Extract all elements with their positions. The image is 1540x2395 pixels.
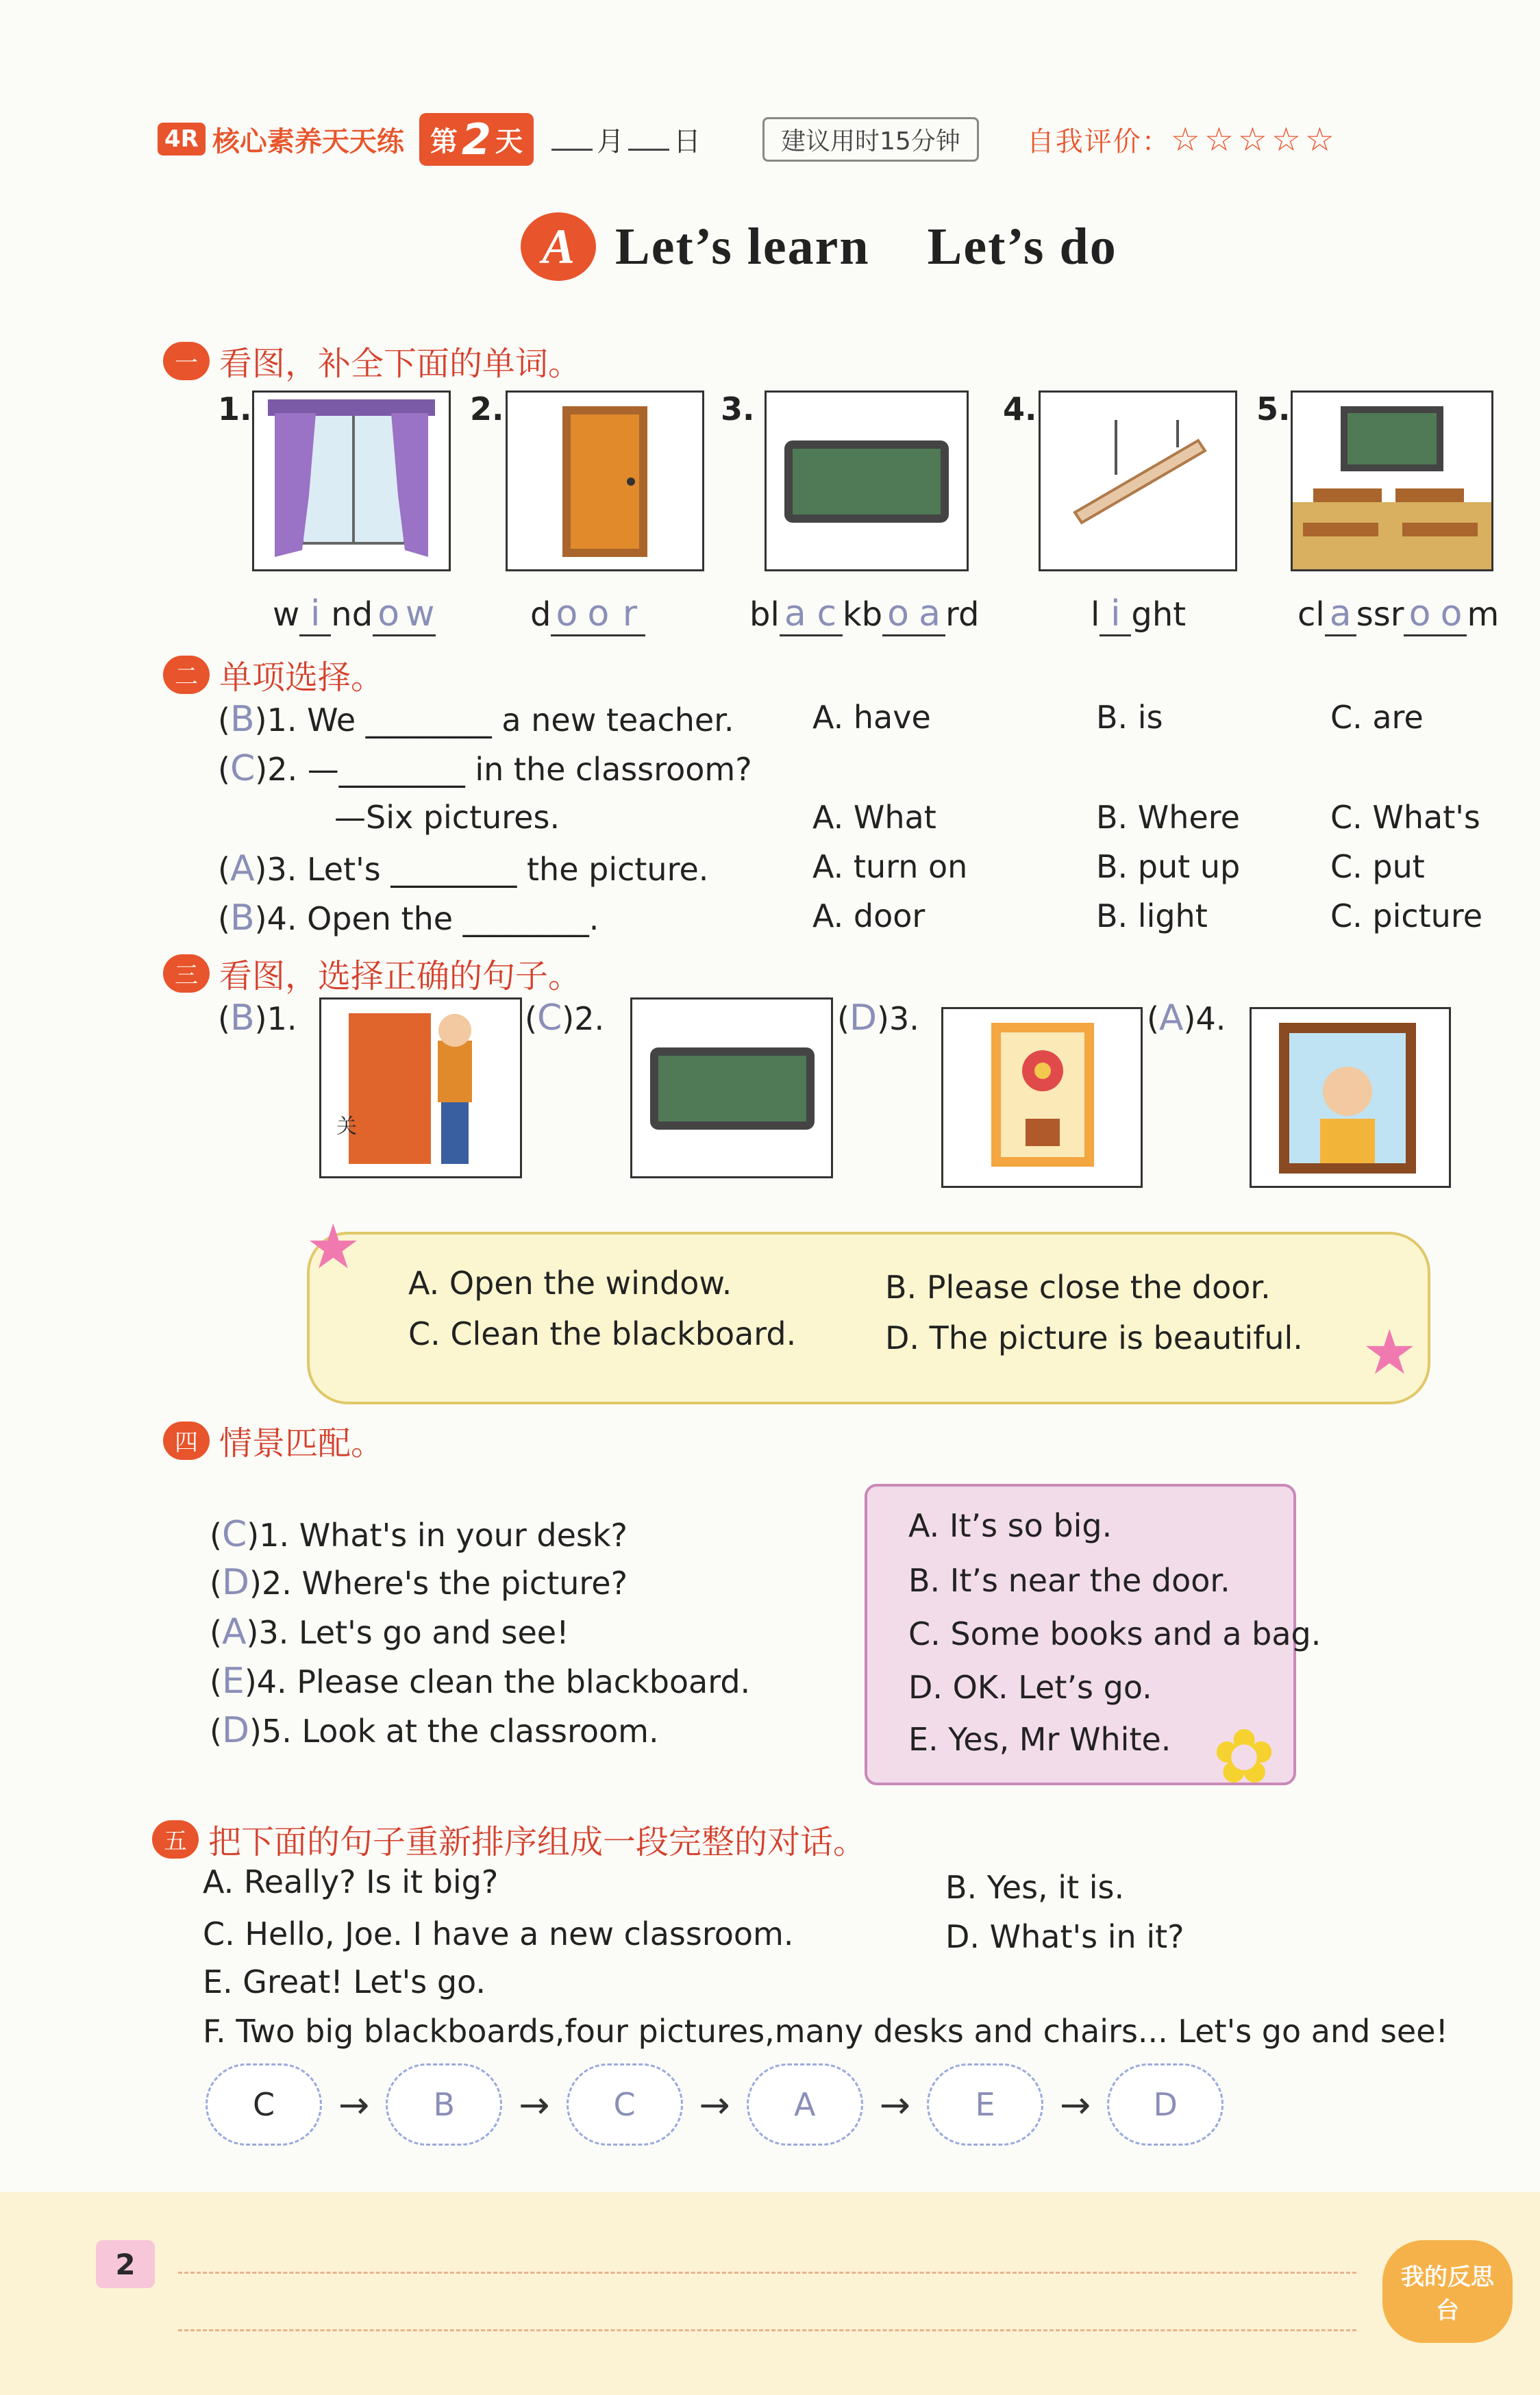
s5-a: A. Really? Is it big?	[203, 1863, 499, 1900]
arrow-icon: →	[699, 2083, 730, 2126]
word-3: bl a c kb o a rd	[749, 593, 979, 636]
s4-option-d: D. OK. Let’s go.	[908, 1669, 1152, 1706]
reflection-line-1[interactable]	[178, 2272, 1356, 2274]
s4-option-e: E. Yes, Mr White.	[908, 1721, 1171, 1758]
window-picture	[252, 390, 451, 571]
word-2: d o o r	[530, 593, 645, 636]
order-cloud-5[interactable]: E	[927, 2063, 1043, 2146]
s2-q4: (B)4. Open the ________.	[218, 897, 599, 939]
word-1: w i nd o w	[273, 593, 436, 636]
s3-q1-label: (B)1.	[218, 997, 297, 1039]
brand-text: 核心素养天天练	[212, 125, 404, 158]
door-picture	[506, 390, 704, 571]
open-window-picture	[1250, 1007, 1451, 1188]
s1-num-1: 1.	[218, 390, 252, 427]
s5-e: E. Great! Let's go.	[203, 1963, 486, 2000]
s4-option-b: B. It’s near the door.	[908, 1562, 1230, 1599]
lesson-title	[521, 212, 1117, 281]
s3-q3-label: (D)3.	[837, 997, 919, 1039]
s2-q3-c: C. put	[1330, 848, 1425, 885]
footer	[0, 2192, 1540, 2395]
s3-option-d: D. The picture is beautiful.	[885, 1319, 1303, 1356]
s3-option-a: A. Open the window.	[408, 1265, 732, 1302]
s2-q3: (A)3. Let's ________ the picture.	[218, 848, 709, 889]
s4-q4: (E)4. Please clean the blackboard.	[210, 1661, 751, 1702]
s4-q1: (C)1. What's in your desk?	[210, 1514, 628, 1555]
close-door-picture	[319, 997, 522, 1178]
order-cloud-2[interactable]: B	[386, 2063, 502, 2146]
section-a-badge: A	[521, 212, 596, 281]
s4-option-a: A. It’s so big.	[908, 1507, 1113, 1544]
s2-q2-c: C. What's	[1330, 799, 1480, 836]
star-icons: ☆☆☆☆☆	[1170, 120, 1339, 159]
arrow-icon: →	[879, 2083, 910, 2126]
s2-q2-b: B. Where	[1096, 799, 1240, 836]
s3-q2-label: (C)2.	[525, 997, 605, 1039]
s2-q3-a: A. turn on	[812, 848, 968, 885]
star-icon: ★	[306, 1211, 361, 1283]
page-header	[158, 115, 1339, 163]
page-number: 2	[96, 2240, 155, 2288]
arrow-icon: →	[338, 2083, 370, 2126]
s2-q2-a: A. What	[812, 799, 936, 836]
title-text: Let’s learn Let’s do	[615, 217, 1117, 275]
s2-q2: (C)2. —________ in the classroom?	[218, 748, 752, 789]
s2-q1-b: B. is	[1096, 699, 1163, 736]
order-cloud-1[interactable]: C	[206, 2063, 322, 2146]
reflection-badge: 我的反思台	[1382, 2240, 1513, 2343]
arrow-icon: →	[519, 2083, 550, 2126]
blackboard-picture-2	[630, 997, 833, 1178]
s2-q1-c: C. are	[1330, 699, 1424, 736]
date-field: 月 日	[547, 120, 701, 159]
s2-q1-a: A. have	[812, 699, 931, 736]
s1-num-5: 5.	[1256, 390, 1291, 427]
s2-q3-b: B. put up	[1096, 848, 1241, 885]
s5-b: B. Yes, it is.	[945, 1869, 1125, 1906]
classroom-picture	[1291, 390, 1493, 571]
s1-num-4: 4.	[1003, 390, 1037, 427]
brand-logo: 4R	[158, 123, 206, 156]
section-2-heading: 二 单项选择。	[163, 651, 384, 698]
s5-order-chain	[206, 2063, 1224, 2146]
order-cloud-6[interactable]: D	[1107, 2063, 1224, 2146]
time-box: 建议用时15分钟	[762, 117, 979, 162]
order-cloud-3[interactable]: C	[567, 2063, 683, 2146]
s2-q4-b: B. light	[1096, 897, 1208, 934]
s1-num-2: 2.	[470, 390, 504, 427]
s2-q4-a: A. door	[812, 897, 926, 934]
flower-picture	[941, 1007, 1143, 1188]
s4-q5: (D)5. Look at the classroom.	[210, 1710, 659, 1751]
day-badge: 第 2 天	[419, 113, 534, 166]
flower-icon: ✿	[1213, 1713, 1276, 1800]
s4-q2: (D)2. Where's the picture?	[210, 1562, 628, 1603]
self-evaluation: 自我评价：☆☆☆☆☆	[1026, 120, 1339, 159]
section-4-heading: 四 情景匹配。	[163, 1417, 384, 1464]
s2-q4-c: C. picture	[1330, 897, 1483, 934]
s5-d: D. What's in it?	[945, 1918, 1184, 1955]
star-icon-2: ★	[1362, 1317, 1417, 1389]
word-4: l i ght	[1091, 593, 1186, 636]
s4-option-c: C. Some books and a bag.	[908, 1615, 1321, 1652]
s5-f: F. Two big blackboards,four pictures,many desks and chairs... Let's go and see!	[203, 2013, 1448, 2050]
section-5-heading: 五 把下面的句子重新排序组成一段完整的对话。	[152, 1815, 866, 1863]
order-cloud-4[interactable]: A	[747, 2063, 863, 2146]
reflection-line-2[interactable]	[178, 2329, 1356, 2331]
s1-num-3: 3.	[721, 390, 755, 427]
s2-q1: (B)1. We ________ a new teacher.	[218, 699, 734, 740]
s3-q4-label: (A)4.	[1147, 997, 1226, 1039]
s3-option-c: C. Clean the blackboard.	[408, 1315, 797, 1352]
section-3-heading: 三 看图，选择正确的句子。	[163, 950, 581, 997]
section-1-heading: 一 看图，补全下面的单词。	[163, 337, 581, 384]
close-character: 关	[336, 1115, 357, 1139]
arrow-icon: →	[1060, 2083, 1091, 2126]
light-picture	[1039, 390, 1237, 571]
s5-c: C. Hello, Joe. I have a new classroom.	[203, 1915, 794, 1952]
s3-option-b: B. Please close the door.	[885, 1269, 1271, 1306]
s4-q3: (A)3. Let's go and see!	[210, 1611, 569, 1652]
blackboard-picture	[765, 390, 969, 571]
word-5: cl a ssr o o m	[1297, 593, 1499, 636]
s2-q2-answer: —Six pictures.	[334, 799, 560, 836]
